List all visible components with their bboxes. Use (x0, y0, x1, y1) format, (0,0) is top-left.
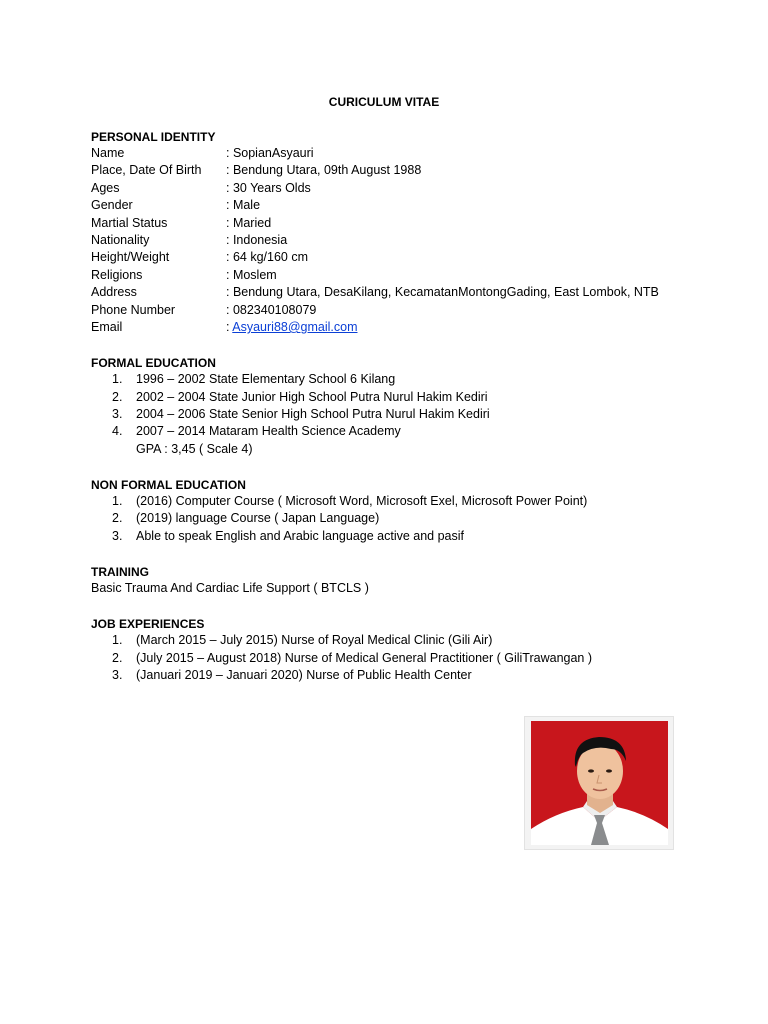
field-label: Nationality (91, 233, 150, 247)
list-text: (March 2015 – July 2015) Nurse of Royal Medical Clinic (Gili Air) (136, 633, 493, 647)
field-label: Ages (91, 181, 120, 195)
list-number: 4. (112, 424, 123, 438)
field-value: : Male (226, 198, 261, 212)
field-label: Email (91, 320, 123, 334)
list-text: 2007 – 2014 Mataram Health Science Academy (136, 424, 401, 438)
field-value: : 30 Years Olds (226, 181, 311, 195)
list-text: (Januari 2019 – Januari 2020) Nurse of Public Health Center (136, 668, 472, 682)
page-title: CURICULUM VITAE (328, 95, 440, 109)
section-heading-non-formal-education: NON FORMAL EDUCATION (91, 478, 246, 492)
field-value: : Bendung Utara, 09th August 1988 (226, 163, 422, 177)
field-label: Place, Date Of Birth (91, 163, 202, 177)
list-text: 1996 – 2002 State Elementary School 6 Kilang (136, 372, 396, 386)
list-number: 2. (112, 390, 123, 404)
list-number: 3. (112, 407, 123, 421)
field-value: : 082340108079 (226, 303, 317, 317)
field-value: : 64 kg/160 cm (226, 250, 308, 264)
field-value: : Maried (226, 216, 272, 230)
field-label: Name (91, 146, 125, 160)
email-link[interactable]: Asyauri88@gmail.com (232, 320, 358, 334)
field-label: Address (91, 285, 137, 299)
field-label: Religions (91, 268, 143, 282)
field-label: Gender (91, 198, 133, 212)
list-number: 2. (112, 511, 123, 525)
section-heading-training: TRAINING (91, 565, 149, 579)
list-text: 2004 – 2006 State Senior High School Putra Nurul Hakim Kediri (136, 407, 490, 421)
list-text: (2016) Computer Course ( Microsoft Word, Microsoft Exel, Microsoft Power Point) (136, 494, 588, 508)
field-value: : Moslem (226, 268, 277, 282)
training-text: Basic Trauma And Cardiac Life Support ( BTCLS ) (91, 581, 369, 595)
list-number: 1. (112, 372, 123, 386)
section-heading-personal: PERSONAL IDENTITY (91, 130, 216, 144)
field-value (226, 319, 358, 336)
list-number: 1. (112, 633, 123, 647)
field-label: Phone Number (91, 303, 176, 317)
list-number: 3. (112, 668, 123, 682)
list-text: (2019) language Course ( Japan Language) (136, 511, 380, 525)
section-heading-formal-education: FORMAL EDUCATION (91, 356, 216, 370)
email-prefix: : (226, 320, 233, 334)
section-heading-job-experiences: JOB EXPERIENCES (91, 617, 205, 631)
field-label: Height/Weight (91, 250, 170, 264)
portrait-image (525, 717, 673, 849)
field-label: Martial Status (91, 216, 168, 230)
list-number: 2. (112, 651, 123, 665)
field-value: : Indonesia (226, 233, 288, 247)
list-number: 3. (112, 529, 123, 543)
list-number: 1. (112, 494, 123, 508)
field-value: : SopianAsyauri (226, 146, 314, 160)
list-text: (July 2015 – August 2018) Nurse of Medical General Practitioner ( GiliTrawangan ) (136, 651, 593, 665)
list-text: Able to speak English and Arabic language active and pasif (136, 529, 465, 543)
field-value: : Bendung Utara, DesaKilang, KecamatanMontongGading, East Lombok, NTB (226, 285, 659, 299)
list-text: 2002 – 2004 State Junior High School Putra Nurul Hakim Kediri (136, 390, 488, 404)
gpa-text: GPA : 3,45 ( Scale 4) (136, 442, 253, 456)
profile-photo (524, 716, 674, 850)
